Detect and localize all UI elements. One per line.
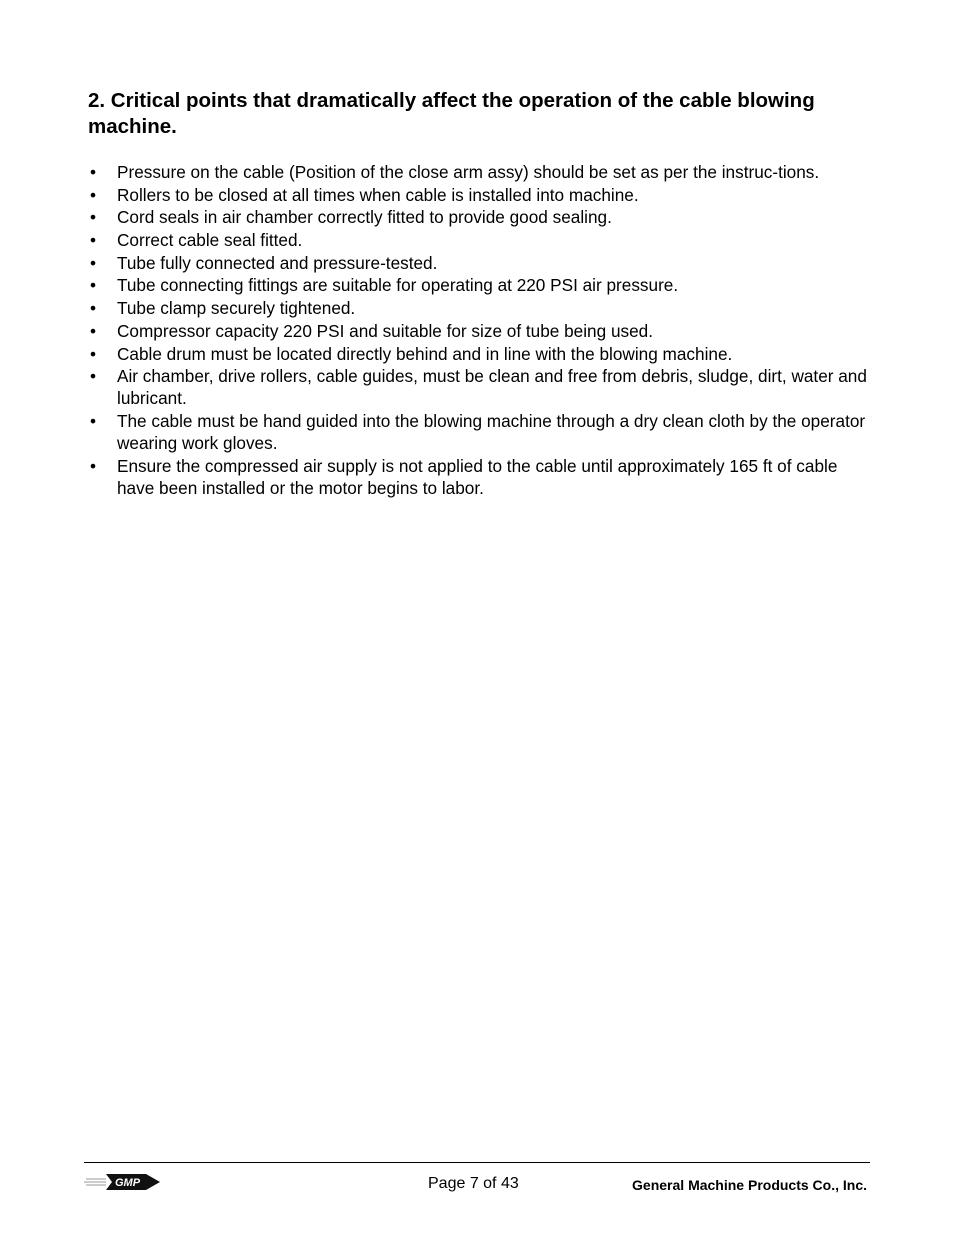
list-item-text: Correct cable seal fitted.	[117, 230, 303, 251]
bullet-icon: •	[90, 230, 97, 251]
section-heading: 2. Critical points that dramatically affect the operation of the cable blowing machine.	[88, 89, 815, 138]
bullet-icon: •	[90, 343, 97, 364]
list-item	[88, 297, 868, 319]
list-item	[88, 410, 868, 454]
company-name: General Machine Products Co., Inc.	[632, 1177, 867, 1193]
list-item-text: Tube fully connected and pressure-tested.	[117, 252, 438, 273]
footer-divider	[84, 1162, 870, 1163]
list-item	[88, 229, 868, 251]
list-item	[88, 252, 868, 274]
bullet-icon: •	[90, 320, 97, 341]
list-item	[88, 320, 868, 342]
bullet-icon: •	[90, 252, 97, 273]
list-item	[88, 161, 868, 183]
bullet-icon: •	[90, 207, 97, 228]
list-item-text: Ensure the compressed air supply is not applied to the cable until approximately 165 ft of cable have been installed or the motor begins to labor.	[117, 455, 838, 498]
list-item-text: Tube connecting fittings are suitable for operating at 220 PSI air pressure.	[117, 275, 679, 296]
bullet-icon: •	[90, 366, 97, 387]
list-item	[88, 455, 868, 499]
list-item	[88, 343, 868, 365]
list-item-text: Air chamber, drive rollers, cable guides, must be clean and free from debris, sludge, dirt, water and lubricant.	[117, 366, 867, 409]
list-item-text: Cord seals in air chamber correctly fitted to provide good sealing.	[117, 207, 612, 228]
list-item-text: Rollers to be closed at all times when cable is installed into machine.	[117, 184, 639, 205]
bullet-icon: •	[90, 275, 97, 296]
list-item	[88, 365, 868, 409]
list-item	[88, 184, 868, 206]
list-item-text: The cable must be hand guided into the blowing machine through a dry clean cloth by the operator wearing work gloves.	[117, 410, 866, 453]
list-item-text: Pressure on the cable (Position of the close arm assy) should be set as per the instruc-tions.	[117, 162, 820, 182]
bullet-icon: •	[90, 298, 97, 319]
bullet-list	[88, 161, 868, 499]
bullet-icon: •	[90, 455, 97, 476]
list-item	[88, 206, 868, 228]
bullet-icon: •	[90, 410, 97, 431]
gmp-logo-icon	[84, 1171, 160, 1193]
bullet-icon: •	[90, 184, 97, 205]
bullet-icon: •	[90, 162, 97, 182]
list-item-text: Compressor capacity 220 PSI and suitable for size of tube being used.	[117, 320, 653, 341]
page-number: Page 7 of 43	[428, 1175, 519, 1192]
logo-text: GMP	[115, 1177, 141, 1189]
list-item	[88, 274, 868, 296]
list-item-text: Cable drum must be located directly behind and in line with the blowing machine.	[117, 343, 733, 364]
list-item-text: Tube clamp securely tightened.	[117, 298, 356, 319]
